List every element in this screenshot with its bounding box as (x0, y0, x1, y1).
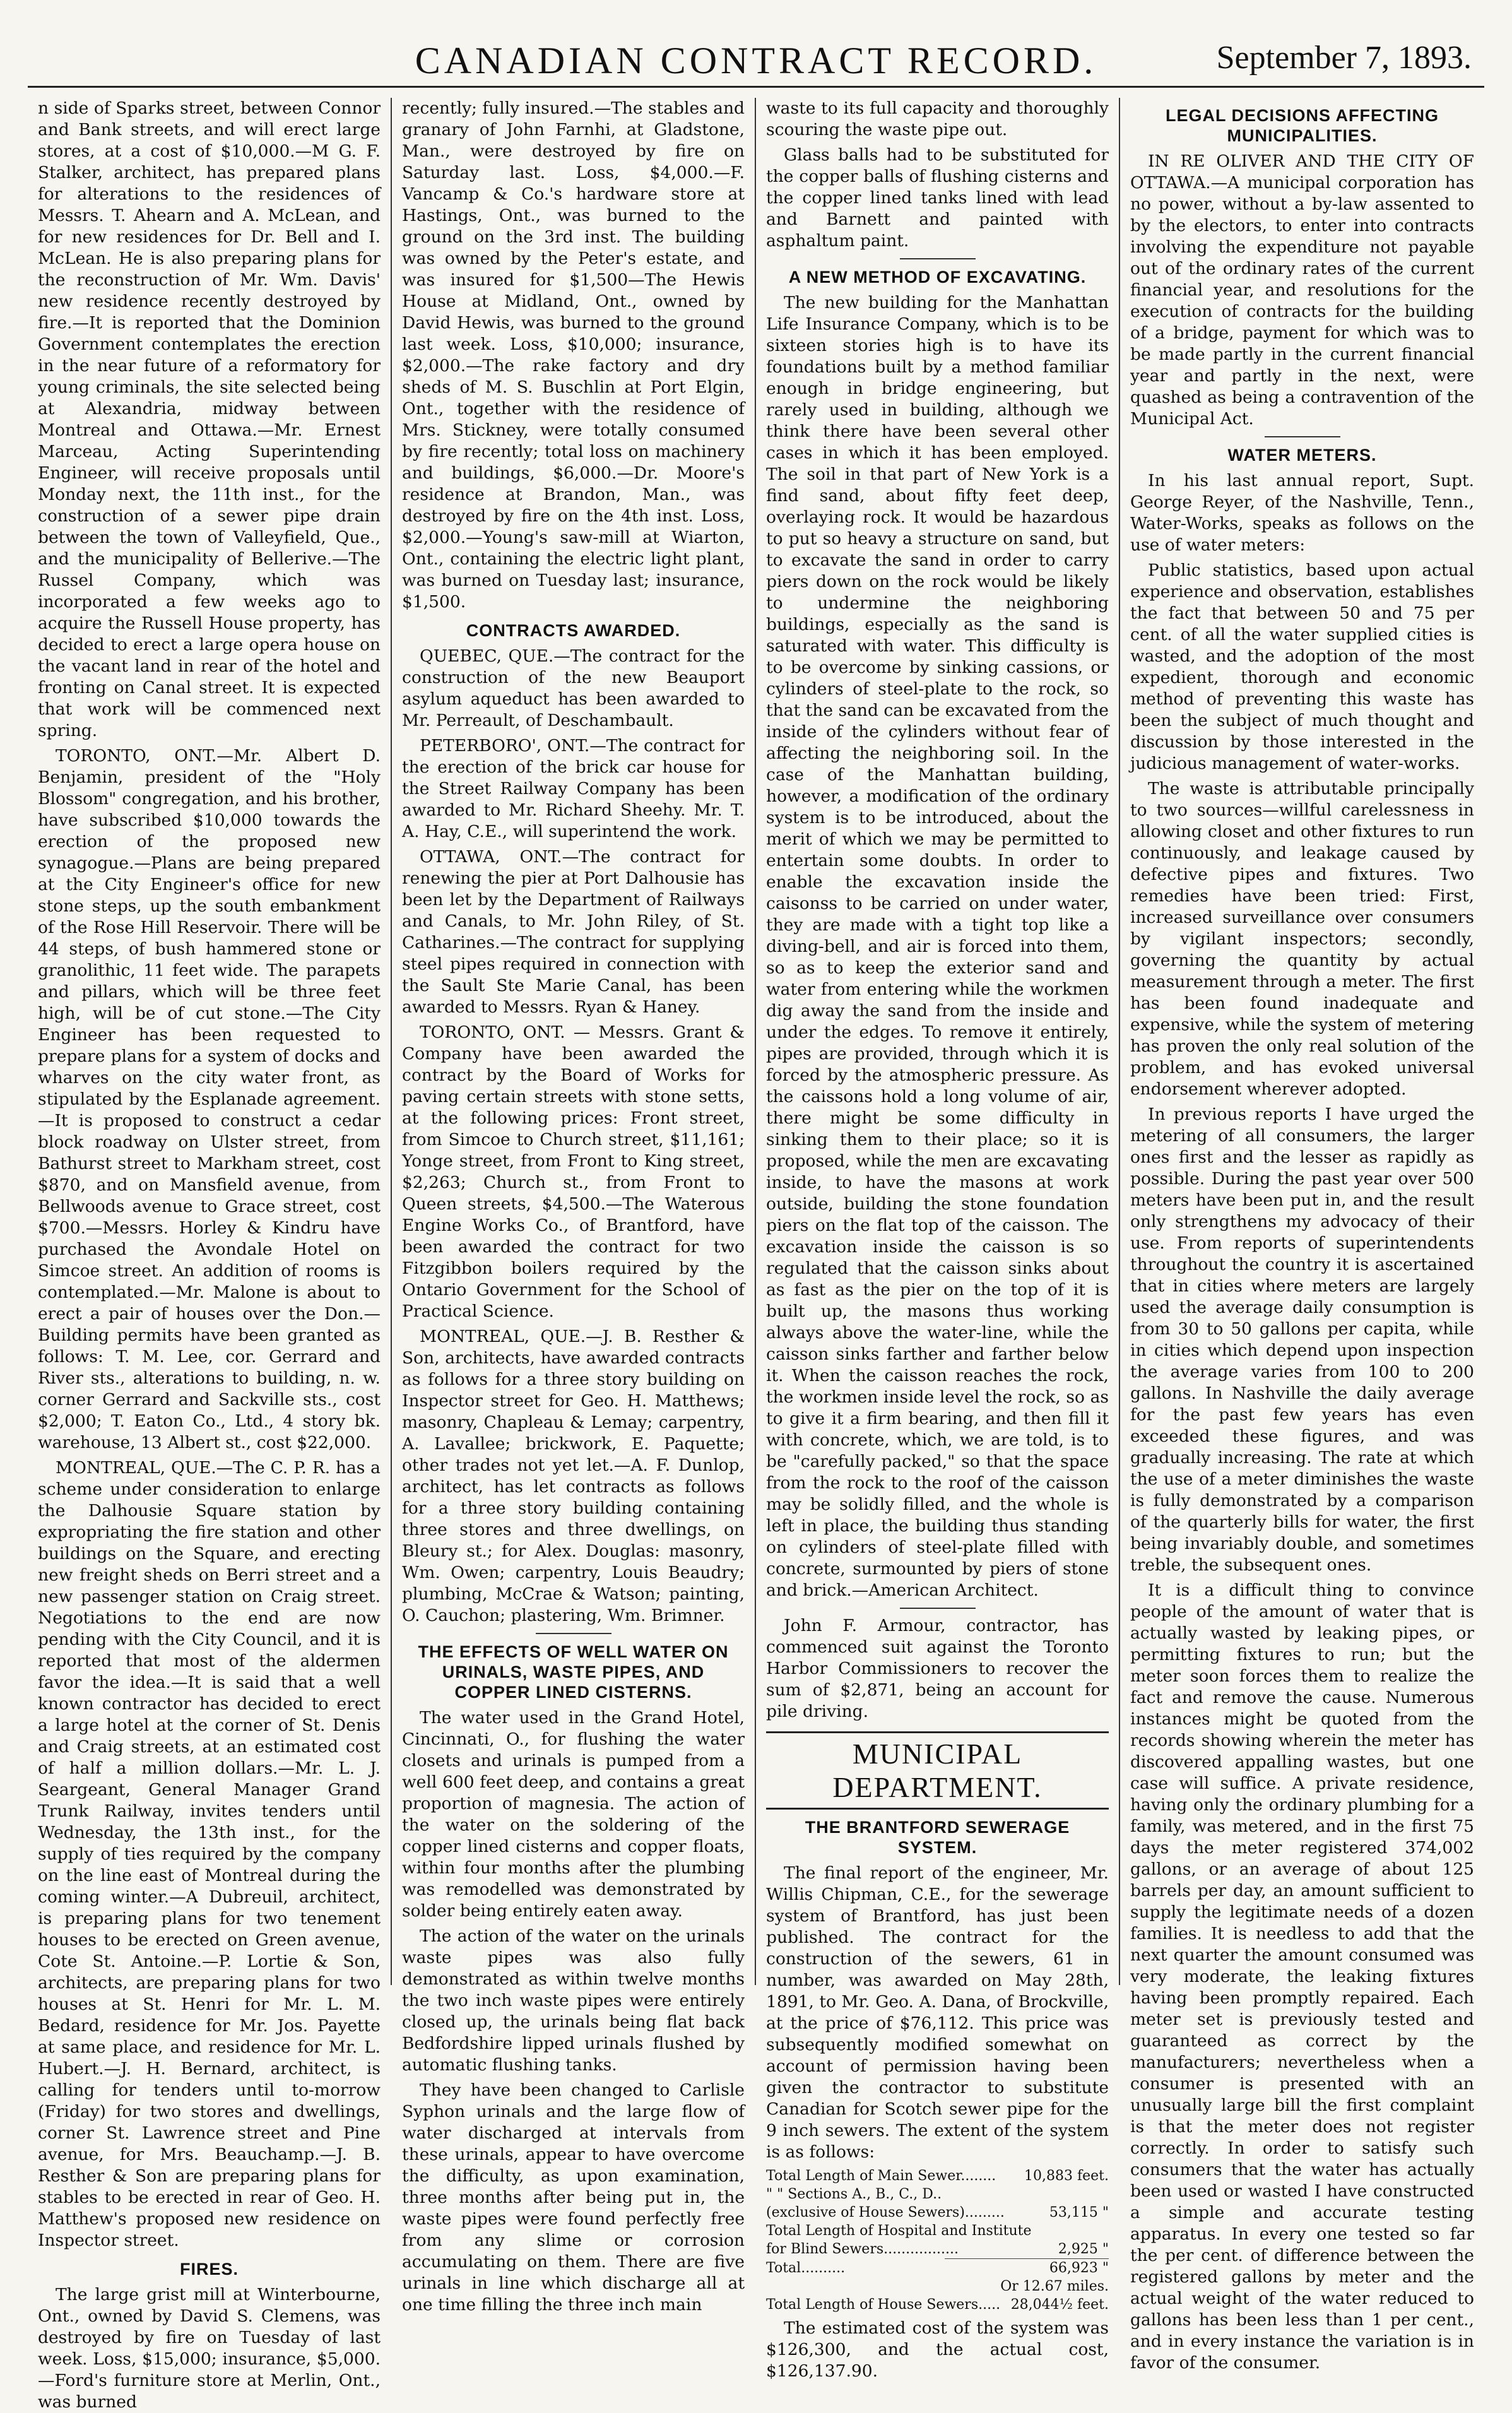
article-paragraph: QUEBEC, QUE.—The contract for the construction of the new Beauport asylum aqueduct has been awarded to Mr. Perreault, of Deschambault. (402, 646, 745, 730)
article-paragraph: TORONTO, ONT.—Mr. Albert D. Benjamin, president of the "Holy Blossom" congregation, and his brother, have subscribed $10,000 towards the erection of the proposed new synagogue.—Plans are being prepared at the City Engineer's office for new stone steps, up the south embankment of the Rose Hill Reservoir. There will be 44 steps, of bush hammered stone or granolithic, 11 feet wide. The parapets and pillars, which will be three feet high, will be of cut stone.—The City Engineer has been requested to prepare plans for a system of docks and wharves on the city water front, as stipulated by the Esplanade agreement.—It is proposed to construct a cedar block roadway on Ulster street, from Bathurst street to Markham street, cost $870, and on Mansfield avenue, from Bellwoods avenue to Grace street, cost $700.—Messrs. Horley & Kindru have purchased the Avondale Hotel on Simcoe street. An addition of rooms is contemplated.—Mr. Malone is about to erect a pair of houses over the Don.—Building permits have been granted as follows: T. M. Lee, cor. Gerrard and River sts., alterations to building, n. w. corner Gerrard and Sackville sts., cost $2,000; T. Eaton Co., Ltd., 4 story bk. warehouse, 13 Albert st., cost $22,000. (38, 746, 381, 1452)
brantford-sewerage-heading: THE BRANTFORD SEWERAGE SYSTEM. (805, 1818, 1070, 1857)
legal-decisions-heading: LEGAL DECISIONS AFFECTING MUNICIPALITIES. (1165, 106, 1439, 145)
article-paragraph: The new building for the Manhattan Life Insurance Company, which is to be sixteen stories high is to have its foundations built by a method familiar enough in bridge engineering, but rarely used in building, although we think there have been several other cases in which it has been employed. The soil in that part of New York is a find sand, about fifty feet deep, overlaying rock. It would be hazardous to put so heavy a structure on sand, but to excavate the sand in order to carry piers down on the rock would be likely to undermine the neighboring buildings, especially as the sand is saturated with water. This difficulty is to be overcome by sinking cassions, or cylinders of steel-plate to the rock, so that the sand can be excavated from the inside of the cylinders without fear of affecting the neighboring soil. In the case of the Manhattan building, however, a modification of the ordinary system is to be introduced, about the merit of which we may be permitted to entertain some doubts. In order to enable the excavation inside the caisonss to be carried on under water, they are made with a tight top like a diving-bell, and air is forced into them, so as to keep the exterior sand and water from entering while the workmen dig away the sand from the inside and under the edges. To remove it entirely, pipes are provided, through which it is forced by the atmospheric pressure. As the caissons hold a long volume of air, there might be some difficulty in sinking them to their place; so it is proposed, while the men are excavating inside, to have the masons at work outside, building the stone foundation piers on the flat top of the caisson. The excavation inside the caisson is so regulated that the caisson sinks about as fast as the pier on the top of it is built up, the masons thus working always above the water-line, while the caisson sinks farther and farther below it. When the caisson reaches the rock, the workmen inside level the rock, so as to give it a firm bearing, and then fill it with concrete, which, we are told, is to be "carefully packed," so that the space from the rock to the roof of the caisson may be solidly filled, and the whole is left in place, the building thus standing on cylinders of steel-plate filled with concrete, surmounted by piers of stone and brick.—American Architect. (766, 293, 1109, 1600)
article-paragraph: The action of the water on the urinals waste pipes was also fully demonstrated as within twelve months the two inch waste pipes were entirely closed up, the urinals being flat back Bedfordshire lipped urinals flushed by automatic flushing tanks. (402, 1926, 745, 2075)
water-meters-heading: WATER METERS. (1227, 446, 1377, 465)
table-row: Or 12.67 miles. (1000, 2279, 1109, 2294)
article-paragraph: John F. Armour, contractor, has commenced suit against the Toronto Harbor Commissioners to recover the sum of $2,871, being an account for pile driving. (766, 1616, 1109, 1721)
article-columns (28, 98, 1484, 2412)
article-paragraph: The estimated cost of the system was $126,300, and the actual cost, $126,137.90. (766, 2318, 1109, 2381)
sewer-length-table (766, 2167, 1109, 2314)
municipal-department-heading: MUNICIPAL DEPARTMENT. (766, 1731, 1109, 1810)
excavating-heading: A NEW METHOD OF EXCAVATING. (788, 268, 1087, 287)
article-paragraph: Glass balls had to be substituted for the copper balls of flushing cisterns and the copper lined tanks lined with lead and Barnett and painted with asphaltum paint. (766, 145, 1109, 251)
table-row: for Blind Sewers................. 2,925 " (766, 2241, 1109, 2257)
article-paragraph: waste to its full capacity and thoroughly scouring the waste pipe out. (766, 98, 1109, 139)
article-paragraph: The final report of the engineer, Mr. Willis Chipman, C.E., for the sewerage system of Brantford, has just been published. The contract for the construction of the sewers, 61 in number, was awarded on May 28th, 1891, to Mr. Geo. A. Dana, of Brockville, at the price of $76,112. This price was subsequently modified somewhat on account of permission having been given the contractor to substitute Canadian for Scotch sewer pipe for the 9 inch sewers. The extent of the system is as follows: (766, 1863, 1109, 2162)
table-row: Total Length of Main Sewer........ 10,883 feet. (766, 2168, 1109, 2184)
table-row: Total.......... 66,923 " (766, 2260, 1109, 2276)
article-paragraph: recently; fully insured.—The stables and granary of John Farnhi, at Gladstone, Man., were destroyed by fire on Saturday last. Loss, $4,000.—F. Vancamp & Co.'s hardware store at Hastings, Ont., was burned to the ground on the 3rd inst. The building was owned by the Peter's estate, and was insured for $1,500—The Hewis House at Midland, Ont., owned by David Hewis, was burned to the ground last week. Loss, $10,000; insurance, $2,000.—The rake factory and dry sheds of M. S. Buschlin at Port Elgin, Ont., together with the residence of Mrs. Stickney, were totally consumed by fire recently; total loss on machinery and buildings, $6,000.—Dr. Moore's residence at Brandon, Man., was destroyed by fire on the 4th inst. Loss, $2,000.—Young's saw-mill at Wiarton, Ont., containing the electric light plant, was burned on Tuesday last; insurance, $1,500. (402, 98, 745, 612)
column-3 (756, 98, 1120, 2381)
article-paragraph: PETERBORO', ONT.—The contract for the erection of the brick car house for the Street Railway Company has been awarded to Mr. Richard Sheehy. Mr. T. A. Hay, C.E., will superintend the work. (402, 736, 745, 841)
article-paragraph: The waste is attributable principally to two sources—willful carelessness in allowing closet and other fixtures to run continuously, and leakage caused by defective pipes and fixtures. Two remedies have been tried: First, increased surveillance over consumers by vigilant inspectors; secondly, governing the quantity by actual measurement through a meter. The first has been found inadequate and expensive, while the system of metering has proven the only real solution of the problem, and has evoked universal endorsement wherever adopted. (1130, 779, 1474, 1099)
section-divider (1265, 436, 1340, 437)
article-paragraph: n side of Sparks street, between Connor and Bank streets, and will erect large stores, at a cost of $10,000.—M G. F. Stalker, architect, has prepared plans for alterations to the residences of Messrs. T. Ahearn and A. McLean, and for new residences for Dr. Bell and I. McLean. He is also preparing plans for the reconstruction of Mr. Wm. Davis' new residence recently destroyed by fire.—It is reported that the Dominion Government contemplates the erection in the near future of a reformatory for young criminals, the site selected being at Alexandria, midway between Montreal and Ottawa.—Mr. Ernest Marceau, Acting Superintending Engineer, will receive proposals until Monday next, the 11th inst., for the construction of a sewer pipe drain between the town of Valleyfield, Que., and the municipality of Bellerive.—The Russel Company, which was incorporated a few weeks ago to acquire the Russell House property, has decided to erect a large opera house on the vacant land in rear of the hotel and fronting on Canal street. It is expected that work will be commenced next spring. (38, 98, 381, 740)
table-row: (exclusive of House Sewers)......... 53,115 " (766, 2205, 1109, 2220)
article-paragraph: In his last annual report, Supt. George Reyer, of the Nashville, Tenn., Water-Works, speaks as follows on the use of water meters: (1130, 471, 1474, 555)
section-divider (536, 1633, 611, 1634)
article-paragraph: MONTREAL, QUE.—J. B. Resther & Son, architects, have awarded contracts as follows for a three story building on Inspector street for Geo. H. Matthews; masonry, Chapleau & Lemay; carpentry, A. Lavallee; brickwork, E. Paquette; other trades not yet let.—A. F. Dunlop, architect, has let contracts as follows for a three story building containing three stores and three dwellings, on Bleury st.; for Alex. Douglas: masonry, Wm. Owen; carpentry, Louis Beaudry; plumbing, McCrae & Watson; painting, O. Cauchon; plastering, Wm. Brimner. (402, 1327, 745, 1625)
article-paragraph: In previous reports I have urged the metering of all consumers, the larger ones first and the lesser as rapidly as possible. During the past year over 500 meters have been put in, and the result only strengthens my advocacy of their use. From reports of superintendents throughout the country it is ascertained that in cities where meters are largely used the average daily consumption is from 30 to 50 gallons per capita, while in cities which depend upon inspection the average varies from 100 to 200 gallons. In Nashville the daily average for the past few years has even exceeded these figures, and was gradually increasing. The rate at which the use of a meter diminishes the waste is fully demonstrated by a comparison of the quarterly bills for water, the first being invariably double, and sometimes treble, the subsequent ones. (1130, 1105, 1474, 1575)
column-2 (392, 98, 756, 2315)
article-paragraph: TORONTO, ONT. — Messrs. Grant & Company have been awarded the contract by the Board of Works for paving certain streets with stone setts, at the following prices: Front street, from Simcoe to Church street, $11,161; Yonge street, from Front to King street, $2,263; Church st., from Front to Queen streets, $4,500.—The Waterous Engine Works Co., of Brantford, have been awarded the contract for two Fitzgibbon boilers required by the Ontario Government for the School of Practical Science. (402, 1023, 745, 1321)
article-paragraph: The large grist mill at Winterbourne, Ont., owned by David S. Clemens, was destroyed by fire on Tuesday of last week. Loss, $15,000; insurance, $5,000.—Ford's furniture store at Merlin, Ont., was burned (38, 2285, 381, 2412)
article-paragraph: MONTREAL, QUE.—The C. P. R. has a scheme under consideration to enlarge the Dalhousie Square station by expropriating the fire station and other buildings on the Square, and erecting new freight sheds on Berri street and a new passenger station on Craig street. Negotiations to the end are now pending with the City Council, and it is reported that most of the aldermen favor the idea.—It is said that a well known contractor has decided to erect a large hotel at the corner of St. Denis and Craig streets, at an estimated cost of half a million dollars.—Mr. L. J. Seargeant, General Manager Grand Trunk Railway, invites tenders until Wednesday, the 13th inst., for the supply of ties required by the company on the line east of Montreal during the coming winter.—A Dubreuil, architect, is preparing plans for two tenement houses to be erected on Green avenue, Cote St. Antoine.—P. Lortie & Son, architects, are preparing plans for two houses at St. Henri for Mr. L. M. Bedard, residence for Mr. Jos. Payette at same place, and residence for Mr. L. Hubert.—J. H. Bernard, architect, is calling for tenders until to-morrow (Friday) for two stores and dwellings, corner St. Lawrence street and Pine avenue, for Mrs. Beauchamp.—J. B. Resther & Son are preparing plans for stables to be erected in rear of Geo. H. Matthew's proposed new residence on Inspector street. (38, 1458, 381, 2250)
table-row: " " Sections A., B., C., D.. (766, 2186, 942, 2202)
article-paragraph: IN RE OLIVER AND THE CITY OF OTTAWA.—A municipal corporation has no power, without a by-law assented to by the electors, to enter into contracts involving the expenditure not payable out of the ordinary rates of the current financial year, and resolutions for the execution of contracts for the building of a bridge, payment for which was to be made partly in the current financial year and partly in the next, were quashed as being a contravention of the Municipal Act. (1130, 151, 1474, 429)
article-paragraph: Public statistics, based upon actual experience and observation, establishes the fact that between 50 and 75 per cent. of all the water supplied cities is wasted, and the adoption of the most expedient, thorough and economic method of preventing this waste has been the subject of much thought and discussion by those interested in the judicious management of water-works. (1130, 560, 1474, 773)
article-paragraph: They have been changed to Carlisle Syphon urinals and the large flow of water discharged at intervals from these urinals, appear to have overcome the difficulty, as upon examination, three months after being put in, the waste pipes were found perfectly free from any slime or corrosion accumulating on them. There are five urinals in line which discharge all at one time filling the three inch main (402, 2080, 745, 2315)
column-4 (1120, 98, 1484, 2373)
fires-heading: FIRES. (179, 2260, 239, 2279)
table-row: Total Length of Hospital and Institute (766, 2223, 1032, 2239)
contracts-awarded-heading: CONTRACTS AWARDED. (466, 621, 681, 640)
column-1 (28, 98, 392, 2412)
section-divider (900, 1608, 976, 1609)
article-paragraph: It is a difficult thing to convince people of the amount of water that is actually wasted by leaking pipes, or permitting fixtures to run; but the meter soon forces them to realize the fact and remove the cause. Numerous instances might be quoted from the records showing wherein the meter has discovered appalling wastes, but one case will suffice. A private residence, having only the ordinary plumbing for a family, was metered, and in the first 75 days the meter registered 374,002 gallons, or an average of about 125 barrels per day, an amount sufficient to supply the legitimate needs of a dozen families. It is needless to add that the next quarter the amount consumed was very moderate, the leaking fixtures having been promptly repaired. Each meter set is previously tested and guaranteed as correct by the manufacturers; nevertheless when a consumer is presented with an unusually large bill the first complaint is that the meter does not register correctly. In order to satisfy such consumers that the water has actually been used or wasted I have constructed a simple and accurate testing apparatus. In every one tested so far the per cent. of difference between the registered gallons by meter and the actual weight of the water reduced to gallons has been less than 1 per cent., and in every instance the variation is in favor of the consumer. (1130, 1580, 1474, 2373)
article-paragraph: OTTAWA, ONT.—The contract for renewing the pier at Port Dalhousie has been let by the Department of Railways and Canals, to Mr. John Riley, of St. Catharines.—The contract for supplying steel pipes required in connection with the Sault Ste Marie Canal, has been awarded to Messrs. Ryan & Haney. (402, 847, 745, 1017)
issue-date: September 7, 1893. (1216, 40, 1472, 76)
publication-title: CANADIAN CONTRACT RECORD. (415, 40, 1097, 81)
effects-heading: THE EFFECTS OF WELL WATER ON URINALS, WASTE PIPES, AND COPPER LINED CISTERNS. (418, 1642, 729, 1702)
masthead (28, 25, 1484, 88)
table-row: Total Length of House Sewers..... 28,044½ feet. (766, 2297, 1109, 2313)
section-divider (900, 258, 976, 259)
article-paragraph: The water used in the Grand Hotel, Cincinnati, O., for flushing the water closets and urinals is pumped from a well 600 feet deep, and contains a great proportion of magnesia. The action of the water on the soldering of the copper lined cisterns and copper floats, within four months after the plumbing was remodelled was demonstrated by solder being entirely eaten away. (402, 1708, 745, 1921)
